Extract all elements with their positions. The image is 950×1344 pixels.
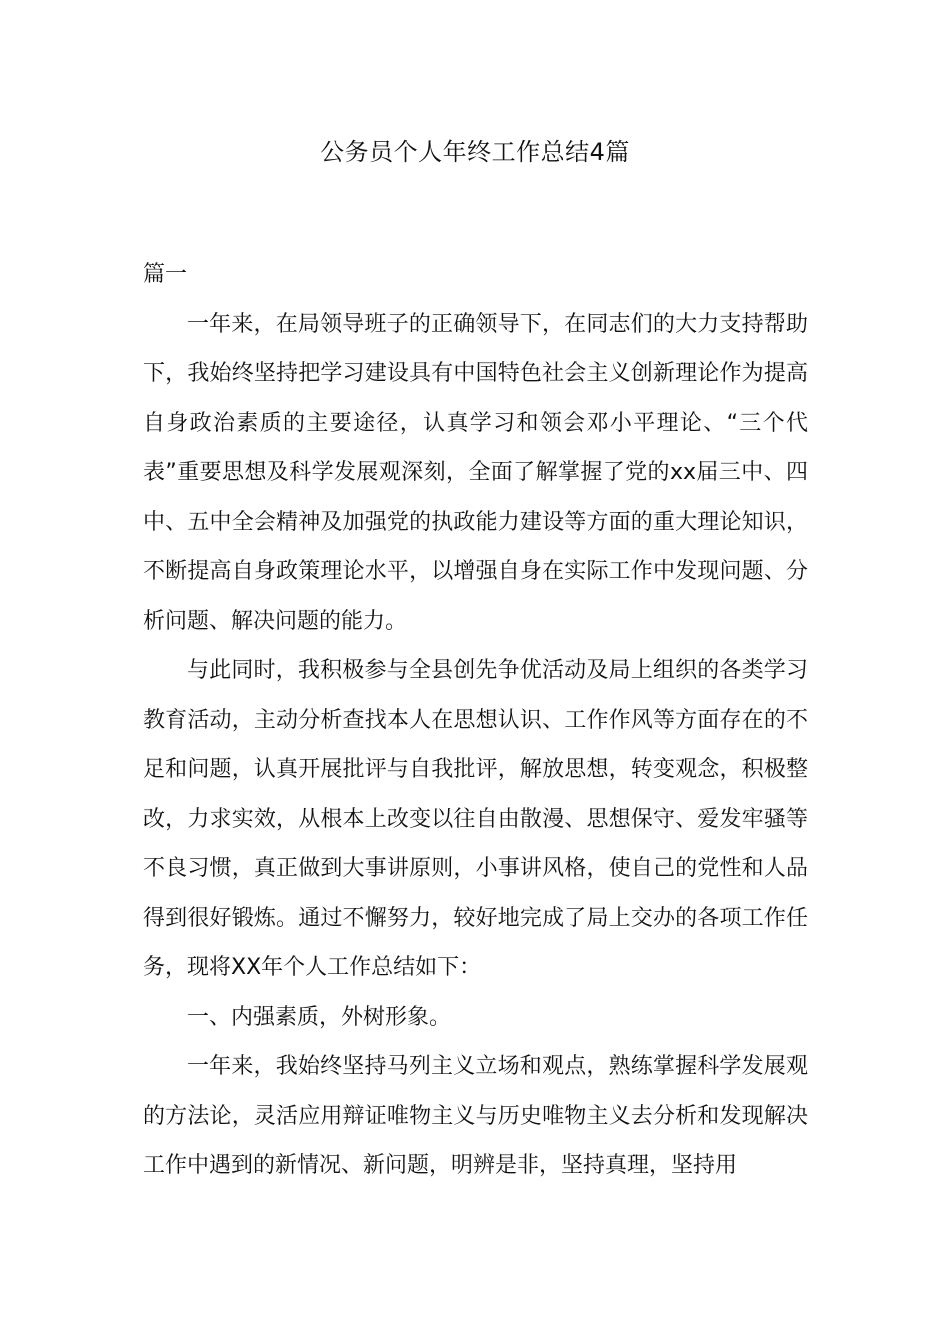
paragraph-2: 与此同时，我积极参与全县创先争优活动及局上组织的各类学习教育活动，主动分析查找本人在思想认识、工作作风等方面存在的不足和问题，认真开展批评与自我批评，解放思想，转变观念，积极整改，力求实效，从根本上改变以往自由散漫、思想保守、爱发牢骚等不良习惯，真正做到大事讲原则，小事讲风格，使自己的党性和人品得到很好锻炼。通过不懈努力，较好地完成了局上交办的各项工作任务，现将XX年个人工作总结如下：: [143, 658, 808, 980]
section-heading: 一、内强素质，外树形象。: [187, 1004, 452, 1030]
section-label: 篇一: [143, 262, 188, 287]
paragraph-1: 一年来，在局领导班子的正确领导下，在同志们的大力支持帮助下，我始终坚持把学习建设具有中国特色社会主义创新理论作为提高自身政治素质的主要途径，认真学习和领会邓小平理论、“三个代表”重要思想及科学发展观深刻，全面了解掌握了党的xx届三中、四中、五中全会精神及加强党的执政能力建设等方面的重大理论知识，不断提高自身政策理论水平，以增强自身在实际工作中发现问题、分析问题、解决问题的能力。: [143, 311, 808, 634]
paragraph-3: 一年来，我始终坚持马列主义立场和观点，熟练掌握科学发展观的方法论，灵活应用辩证唯物主义与历史唯物主义去分析和发现解决工作中遇到的新情况、新问题，明辨是非，坚持真理，坚持用: [143, 1054, 808, 1178]
document-title: 公务员个人年终工作总结4篇: [320, 138, 630, 166]
document-body: [143, 250, 808, 1191]
